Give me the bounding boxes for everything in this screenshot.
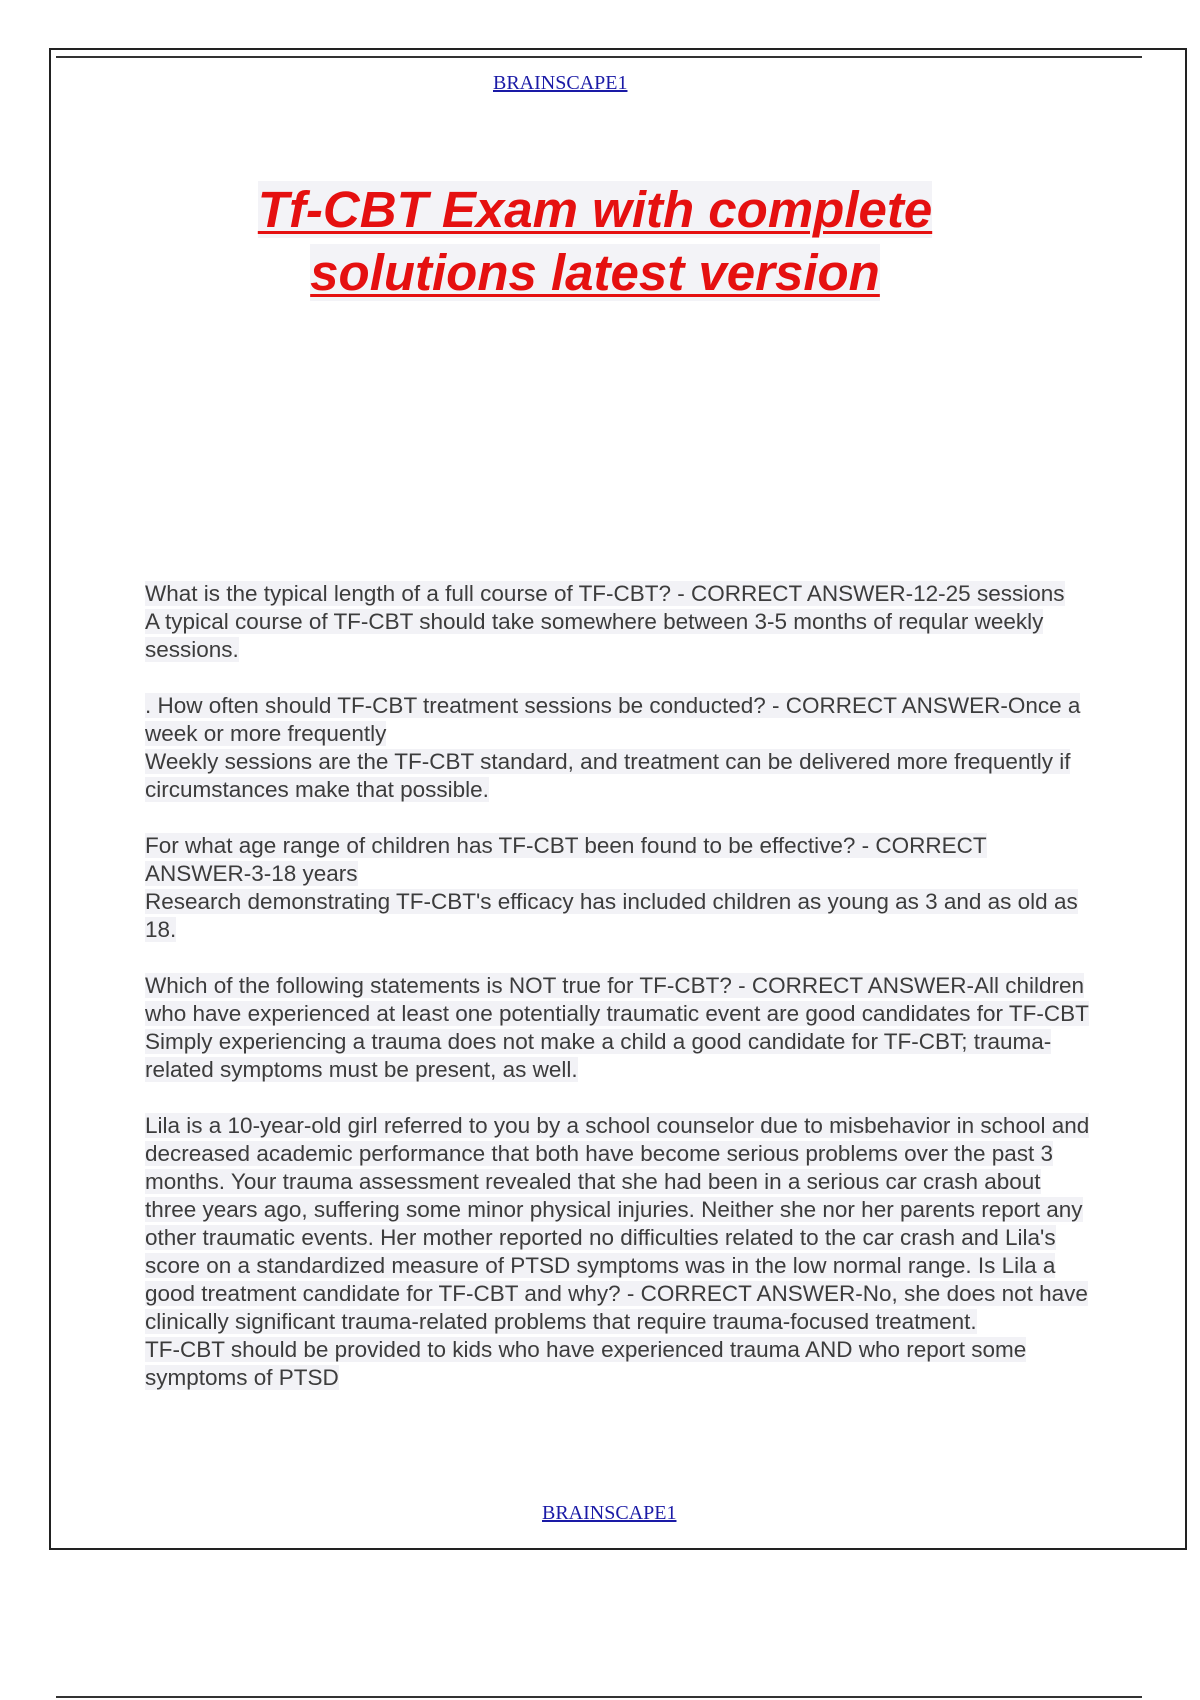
- qa-item: [145, 1112, 1090, 1392]
- header-brand-link[interactable]: BRAINSCAPE1: [493, 72, 628, 94]
- qa-explanation: Research demonstrating TF-CBT's efficacy has included children as young as 3 and as old as 18.: [145, 889, 1078, 942]
- bottom-rule-divider: [56, 1696, 1142, 1698]
- qa-explanation: Simply experiencing a trauma does not make a child a good candidate for TF-CBT; trauma-related symptoms must be present, as well.: [145, 1029, 1052, 1082]
- qa-question-answer: What is the typical length of a full course of TF-CBT? - CORRECT ANSWER-12-25 sessions: [145, 581, 1065, 606]
- qa-item: [145, 692, 1090, 804]
- qa-question-answer: . How often should TF-CBT treatment sessions be conducted? - CORRECT ANSWER-Once a week or more frequently: [145, 693, 1081, 746]
- qa-explanation: A typical course of TF-CBT should take somewhere between 3-5 months of reqular weekly sessions.: [145, 609, 1044, 662]
- qa-question-answer: For what age range of children has TF-CBT been found to be effective? - CORRECT ANSWER-3-18 years: [145, 833, 987, 886]
- qa-explanation: Weekly sessions are the TF-CBT standard, and treatment can be delivered more frequently if circumstances make that possible.: [145, 749, 1071, 802]
- title-line-1: Tf-CBT Exam with complete: [257, 181, 933, 238]
- title-line-2: solutions latest version: [310, 244, 880, 301]
- qa-item: [145, 832, 1090, 944]
- footer-brand-link[interactable]: BRAINSCAPE1: [542, 1502, 677, 1524]
- qa-question-answer: Lila is a 10-year-old girl referred to you by a school counselor due to misbehavior in school and decreased academic performance that both have become serious problems over the past 3 months. Your trauma assessment revealed that she had been in a serious car crash about three years ago, suffering some minor physical injuries. Neither she nor her parents report any other traumatic events. Her mother reported no difficulties related to the car crash and Lila's score on a standardized measure of PTSD symptoms was in the low normal range. Is Lila a good treatment candidate for TF-CBT and why? - CORRECT ANSWER-No, she does not have clinically significant trauma-related problems that require trauma-focused treatment.: [145, 1113, 1090, 1334]
- qa-question-answer: Which of the following statements is NOT true for TF-CBT? - CORRECT ANSWER-All children who have experienced at least one potentially traumatic event are good candidates for TF-CBT: [145, 973, 1089, 1026]
- document-title: [180, 178, 1010, 304]
- top-rule-divider: [56, 56, 1142, 58]
- qa-list: [145, 580, 1090, 1420]
- qa-explanation: TF-CBT should be provided to kids who have experienced trauma AND who report some symptoms of PTSD: [145, 1337, 1027, 1390]
- qa-item: [145, 972, 1090, 1084]
- qa-item: [145, 580, 1090, 664]
